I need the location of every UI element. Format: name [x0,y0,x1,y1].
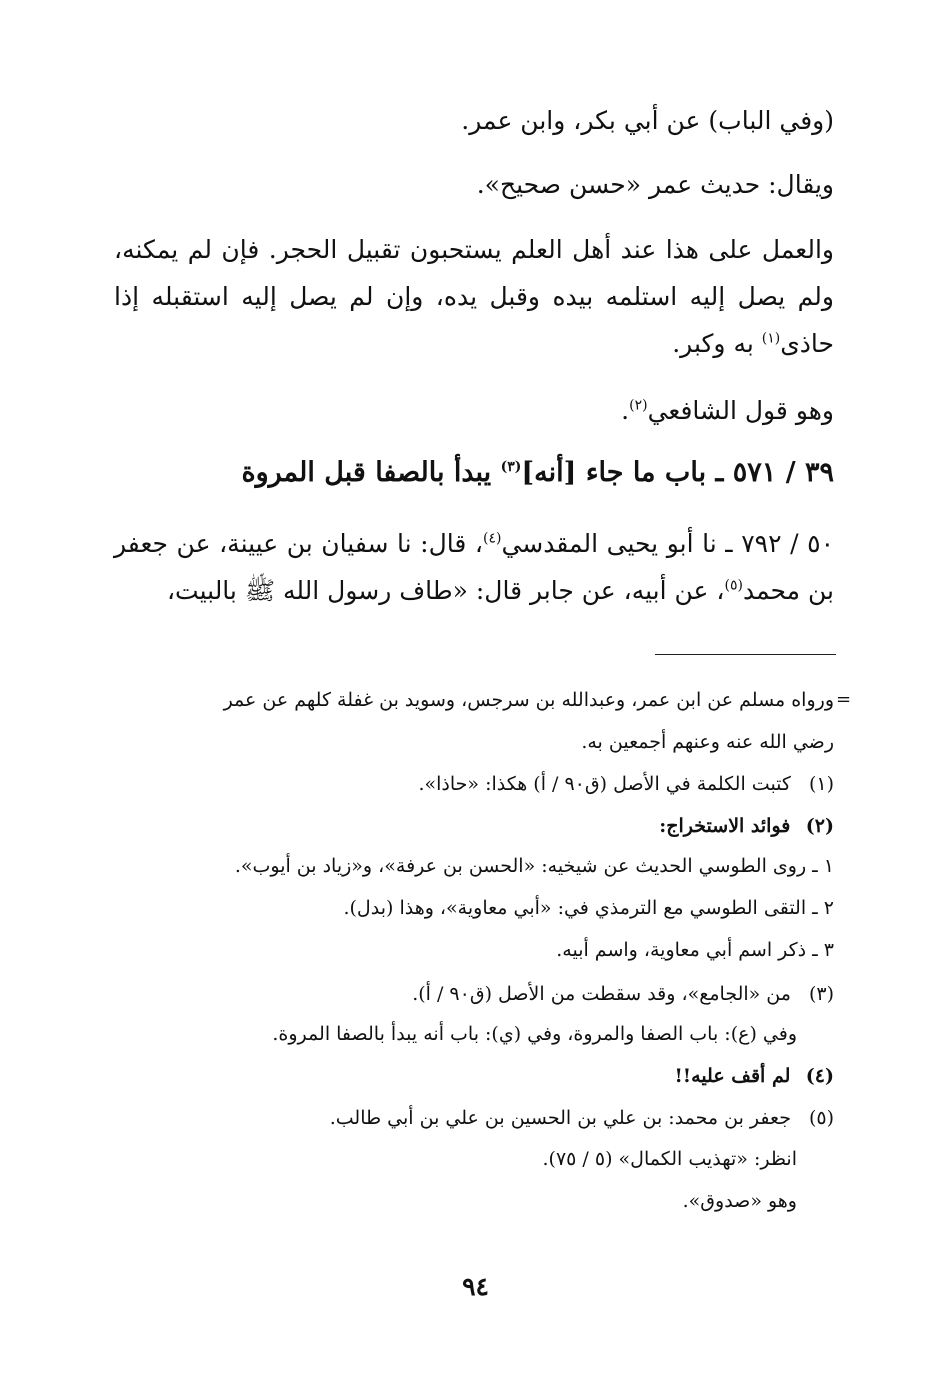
footnote-5-number: (٥) [808,1107,834,1129]
footnote-3-text-2: وفي (ع): باب الصفا والمروة، وفي (ي): باب أنه يبدأ بالصفا المروة. [272,1023,797,1045]
footnote-3-text: من «الجامع»، وقد سقطت من الأصل (ق٩٠ / أ). [412,983,791,1005]
continuation-mark: = [836,689,852,710]
chapter-heading-end: يبدأ بالصفا قبل المروة [241,457,501,488]
paragraph-practice-end: به وكبر. [672,329,762,358]
paragraph-shafii [114,387,834,434]
footnote-5 [330,1101,834,1136]
footnote-2-number: (٢) [805,815,834,837]
footnote-continuation-line-1: ورواه مسلم عن ابن عمر، وعبدالله بن سرجس، وسويد بن غفلة كلهم عن عمر [223,689,834,711]
footnote-5-text-3: وهو «صدوق». [682,1190,797,1212]
hadith-text: ٥٠ / ٧٩٢ ـ نا أبو يحيى المقدسي [501,529,834,558]
page-number: ٩٤ [462,1272,489,1301]
footnote-2-item-3: ٣ ـ ذكر اسم أبي معاوية، واسم أبيه. [556,939,834,961]
footnote-2-item-2: ٢ ـ التقى الطوسي مع الترمذي في: «أبي معاوية»، وهذا (بدل). [343,897,834,919]
paragraph-bab-text: (وفي الباب) عن أبي بكر، وابن عمر. [461,106,834,135]
paragraph-grade [114,161,834,208]
footnote-ref-3: (٣) [500,459,522,475]
footnote-1-text: كتبت الكلمة في الأصل (ق٩٠ / أ) هكذا: «حاذا». [418,773,791,795]
footnote-ref-5: (٥) [724,577,743,594]
footnote-4-number: (٤) [805,1065,834,1087]
footnote-1-number: (١) [808,773,834,795]
footnote-separator [655,654,836,655]
footnote-4 [674,1059,834,1094]
chapter-heading-text: ٣٩ / ٥٧١ ـ باب ما جاء [أنه] [521,457,834,488]
hadith-paragraph [114,520,834,614]
hadith-text-2: ، قال: نا سفيان بن عيينة، عن جعفر بن محمد [114,529,834,605]
hadith-text-3: ، عن أبيه، عن جابر قال: «طاف رسول الله ﷺ بالبيت، [166,576,725,605]
paragraph-shafii-end: . [621,396,630,425]
footnote-ref-4: (٤) [483,530,502,547]
footnote-1 [418,767,834,802]
paragraph-bab [114,97,834,144]
footnote-5-text-2: انظر: «تهذيب الكمال» (٥ / ٧٥). [542,1148,797,1170]
paragraph-practice [114,226,834,367]
footnote-ref-1: (١) [761,330,781,347]
footnote-5-text: جعفر بن محمد: بن علي بن الحسين بن علي بن أبي طالب. [329,1107,791,1129]
paragraph-practice-text: والعمل على هذا عند أهل العلم يستحبون تقبيل الحجر. فإن لم يمكنه، ولم يصل إليه استلمه بيده وقبل يده، وإن لم يصل إليه استقبله إذا حاذى [114,235,834,358]
footnote-4-text: لم أقف عليه!! [674,1065,791,1087]
footnote-continuation-line-2: رضي الله عنه وعنهم أجمعين به. [581,731,834,753]
footnote-ref-2: (٢) [629,397,648,414]
footnote-3 [412,977,834,1012]
paragraph-shafii-text: وهو قول الشافعي [647,396,834,425]
chapter-heading [114,451,834,495]
footnote-2-text: فوائد الاستخراج: [659,815,791,837]
paragraph-grade-text: ويقال: حديث عمر «حسن صحيح». [476,170,834,199]
footnote-2 [659,809,834,844]
footnote-3-number: (٣) [808,983,834,1005]
footnote-2-item-1: ١ ـ روى الطوسي الحديث عن شيخيه: «الحسن بن عرفة»، و«زياد بن أيوب». [234,855,834,877]
